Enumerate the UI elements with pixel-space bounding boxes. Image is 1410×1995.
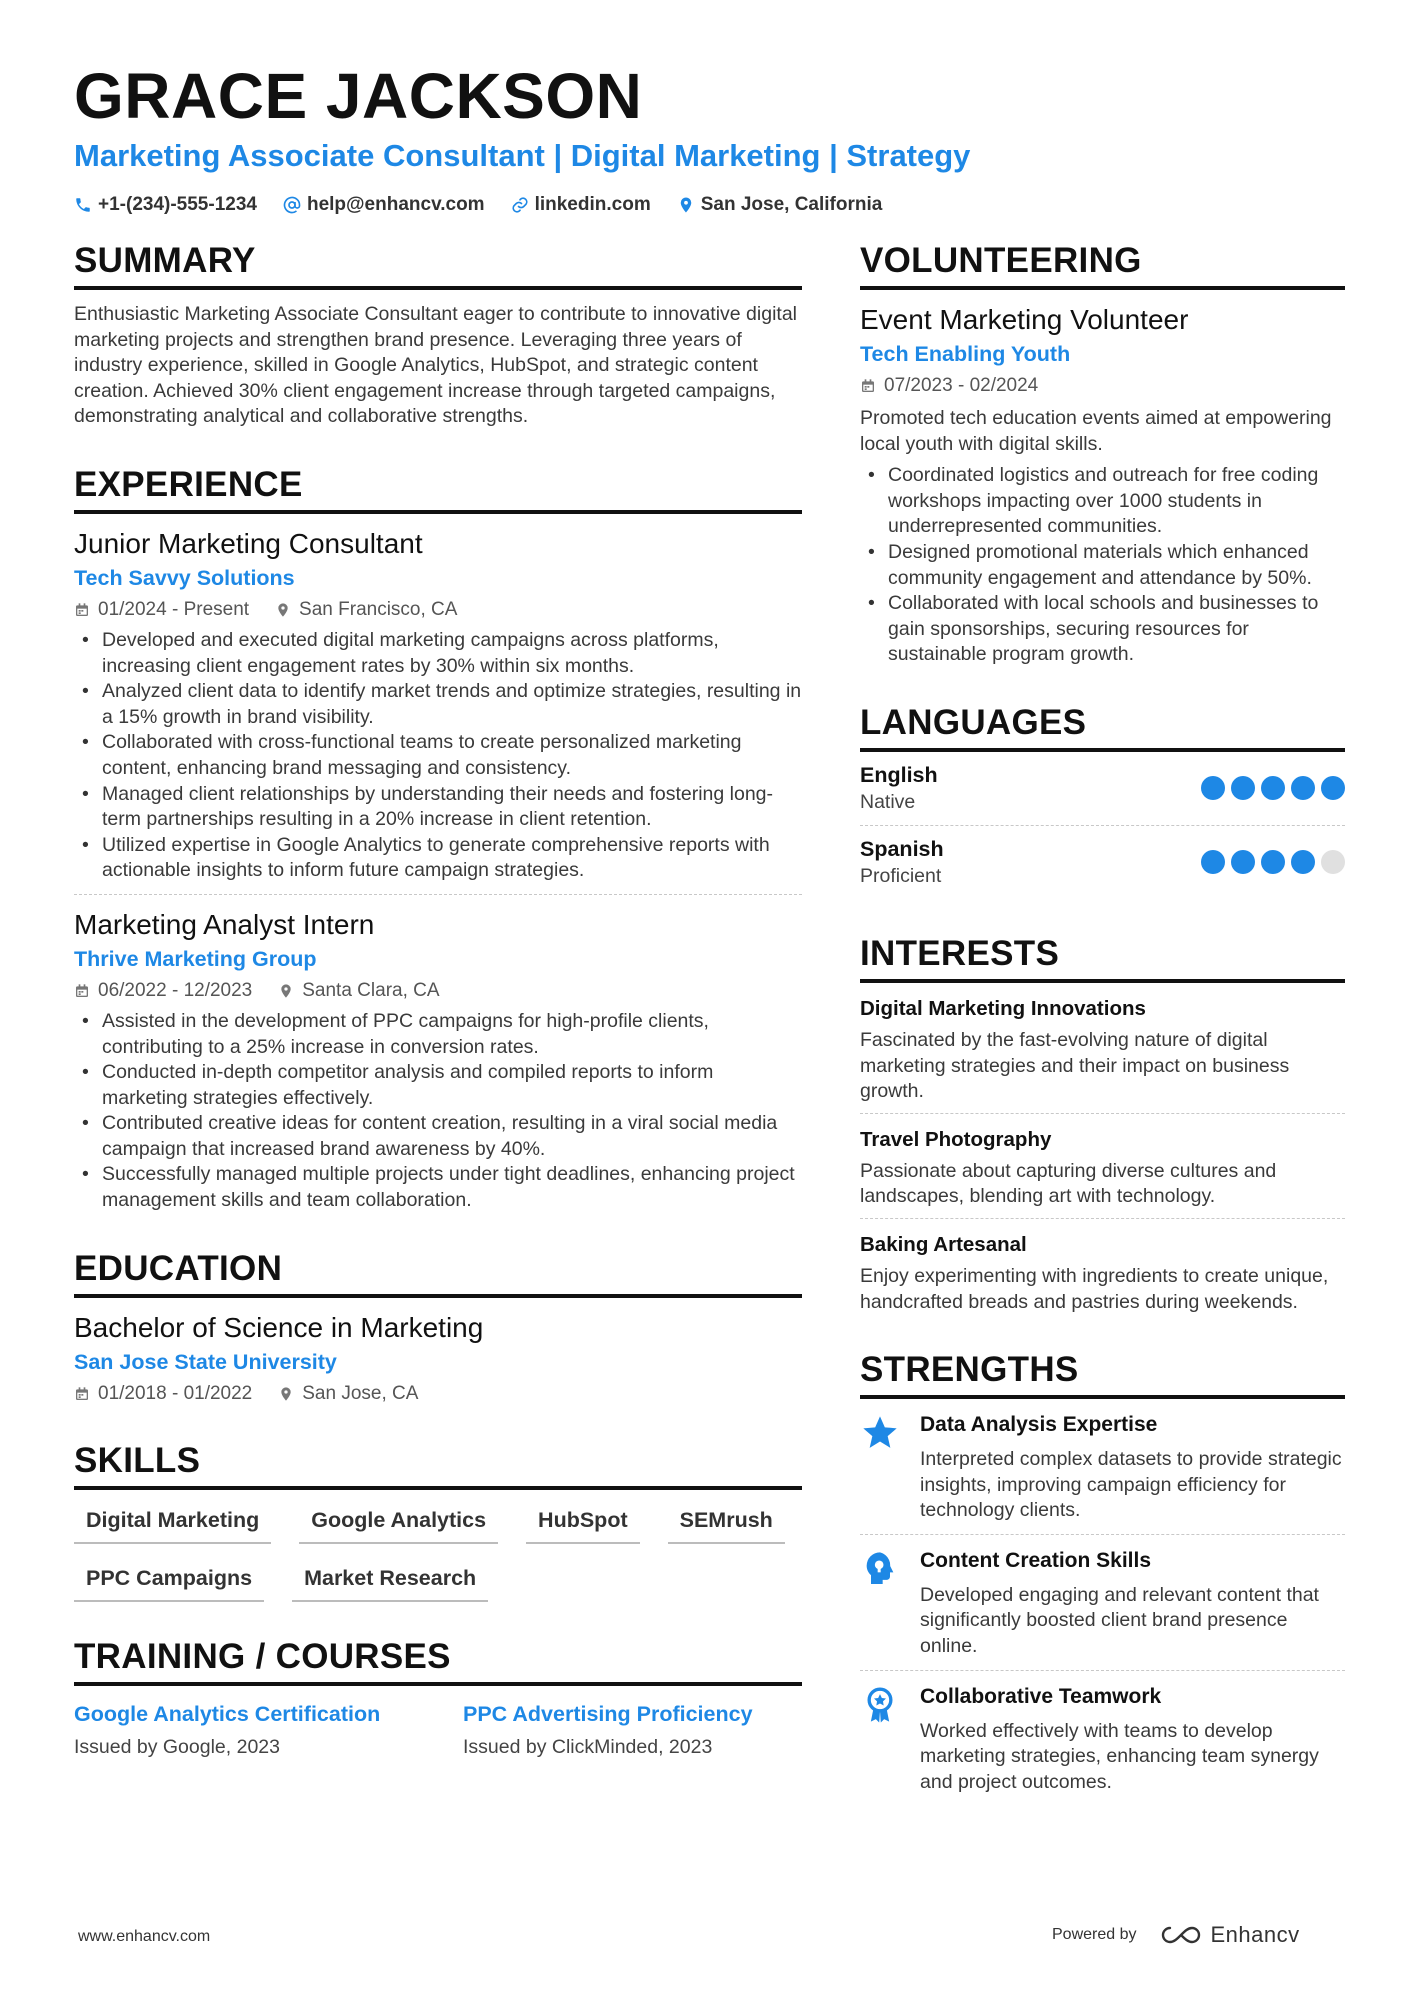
experience-section [74, 464, 802, 1214]
language-name: Spanish [860, 836, 944, 861]
education-location [278, 1382, 418, 1406]
volunteer-meta [860, 374, 1345, 398]
course-item [463, 1700, 802, 1760]
strength-item [860, 1547, 1345, 1671]
interest-title: Baking Artesanal [860, 1232, 1027, 1256]
language-level: Proficient [860, 864, 942, 887]
rating-dot-filled [1261, 776, 1285, 800]
contact-bar [74, 194, 1344, 216]
skills-section [74, 1440, 802, 1602]
infinity-logo-icon [1159, 1924, 1203, 1946]
location-text: Santa Clara, CA [302, 979, 440, 1001]
brand-logo[interactable] [1159, 1922, 1300, 1948]
head-idea-icon [860, 1547, 904, 1660]
strength-title: Content Creation Skills [920, 1548, 1152, 1572]
bullet-item: • Assisted in the development of PPC campaigns for high-profile clients, contributing to a 25% increase in conversion rates. [74, 1009, 802, 1060]
interest-item [860, 995, 1345, 1114]
location-pin-icon [677, 196, 695, 214]
calendar-icon [74, 983, 90, 999]
job-bullets [74, 1009, 802, 1214]
language-level: Native [860, 790, 916, 813]
brand-name: Enhancv [1210, 1922, 1300, 1947]
calendar-icon [74, 1386, 90, 1402]
education-meta [74, 1382, 802, 1406]
languages-section [860, 702, 1345, 899]
strength-item [860, 1411, 1345, 1535]
bullet-item: • Analyzed client data to identify market trends and optimize strategies, resulting in a 15% growth in brand visibility. [74, 679, 802, 730]
star-icon [860, 1411, 904, 1524]
strength-item [860, 1683, 1345, 1796]
email-text: help@enhancv.com [306, 194, 485, 215]
location-pin-icon [278, 1386, 294, 1402]
contact-linkedin[interactable] [511, 194, 651, 216]
calendar-icon [860, 378, 876, 394]
rating-dot-filled [1291, 776, 1315, 800]
strength-title: Collaborative Teamwork [920, 1684, 1162, 1708]
dates-text: 01/2018 - 01/2022 [98, 1382, 253, 1404]
job-location [278, 979, 439, 1003]
section-title: VOLUNTEERING [860, 240, 1345, 290]
rating-dot-filled [1291, 850, 1315, 874]
section-title: SUMMARY [74, 240, 802, 290]
skill-tag: SEMrush [668, 1504, 785, 1544]
bullet-item: • Successfully managed multiple projects under tight deadlines, enhancing project management skills and team collaboration. [74, 1162, 802, 1213]
course-issuer: Issued by Google, 2023 [74, 1735, 280, 1758]
bullet-item: • Coordinated logistics and outreach for free coding workshops impacting over 1000 students in underrepresented communities. [860, 463, 1345, 540]
language-rating [1201, 776, 1345, 800]
interest-description: Passionate about capturing diverse cultures and landscapes, blending art with technology. [860, 1159, 1277, 1208]
bullet-item: • Designed promotional materials which enhanced community engagement and attendance by 50%. [860, 540, 1345, 591]
contact-phone[interactable] [74, 194, 257, 216]
left-column [74, 240, 802, 1794]
courses-list [74, 1700, 802, 1760]
job-location [275, 598, 457, 622]
dates-text: 07/2023 - 02/2024 [884, 375, 1039, 396]
interest-title: Travel Photography [860, 1127, 1052, 1151]
linkedin-text: linkedin.com [534, 194, 651, 215]
candidate-name: GRACE JACKSON [74, 60, 643, 132]
language-item [860, 752, 1345, 826]
bullet-item: • Utilized expertise in Google Analytics to generate comprehensive reports with actionable insights to inform future campaign strategies. [74, 833, 802, 884]
language-item [860, 826, 1345, 899]
contact-email[interactable] [283, 194, 485, 216]
strength-description: Interpreted complex datasets to provide strategic insights, improving campaign efficiency for technology clients. [920, 1448, 1342, 1522]
interest-item [860, 1126, 1345, 1219]
school-name[interactable]: San Jose State University [74, 1349, 337, 1374]
location-pin-icon [275, 602, 291, 618]
summary-section [74, 240, 802, 430]
rating-dot-filled [1231, 776, 1255, 800]
skill-tag: Market Research [292, 1562, 488, 1602]
location-pin-icon [278, 983, 294, 999]
language-name: English [860, 762, 938, 787]
skill-tag: Digital Marketing [74, 1504, 271, 1544]
section-title: EXPERIENCE [74, 464, 802, 514]
volunteer-description: Promoted tech education events aimed at empowering local youth with digital skills. [860, 407, 1332, 455]
bullet-item: • Developed and executed digital marketing campaigns across platforms, increasing client engagement rates by 30% within six months. [74, 628, 802, 679]
course-item [74, 1700, 413, 1760]
education-dates [74, 1382, 252, 1406]
strength-description: Worked effectively with teams to develop marketing strategies, enhancing team synergy and project outcomes. [920, 1719, 1319, 1793]
bullet-item: • Managed client relationships by understanding their needs and fostering long-term partnerships resulting in a 20% increase in client retention. [74, 782, 802, 833]
course-name[interactable]: Google Analytics Certification [74, 1701, 381, 1726]
rating-dot-filled [1321, 776, 1345, 800]
section-title: SKILLS [74, 1440, 802, 1490]
skills-list [74, 1504, 802, 1602]
location-text: San Jose, CA [302, 1382, 419, 1404]
interest-item [860, 1231, 1345, 1315]
bullet-item: • Conducted in-depth competitor analysis and compiled reports to inform marketing strategies effectively. [74, 1060, 802, 1111]
candidate-title: Marketing Associate Consultant | Digital Marketing | Strategy [74, 138, 971, 173]
job-dates [74, 598, 249, 622]
location-text: San Jose, California [700, 194, 883, 215]
volunteering-section [860, 240, 1345, 668]
phone-text: +1-(234)-555-1234 [98, 194, 257, 215]
volunteer-bullets [860, 463, 1345, 668]
calendar-icon [74, 602, 90, 618]
skill-tag: HubSpot [526, 1504, 640, 1544]
bullet-item: • Collaborated with local schools and businesses to gain sponsorships, securing resources for sustainable program growth. [860, 591, 1345, 668]
summary-text: Enthusiastic Marketing Associate Consultant eager to contribute to innovative digital marketing projects and strengthen brand presence. Leveraging three years of industry experience, skilled in Google Analytics, HubSpot, and strategic content creation. Achieved 30% client engagement increase through targeted campaigns, demonstrating analytical and collaborative strengths. [74, 303, 797, 428]
experience-entry [74, 907, 802, 1214]
course-issuer: Issued by ClickMinded, 2023 [463, 1735, 713, 1758]
course-name[interactable]: PPC Advertising Proficiency [463, 1701, 753, 1726]
strengths-section [860, 1349, 1345, 1795]
section-title: TRAINING / COURSES [74, 1636, 802, 1686]
interest-description: Enjoy experimenting with ingredients to create unique, handcrafted breads and pastries during weekends. [860, 1264, 1329, 1313]
rating-dot-empty [1321, 850, 1345, 874]
degree-title: Bachelor of Science in Marketing [74, 1311, 484, 1343]
dates-text: 06/2022 - 12/2023 [98, 979, 253, 1001]
job-meta [74, 598, 802, 622]
link-icon [511, 196, 529, 214]
section-title: STRENGTHS [860, 1349, 1345, 1399]
section-title: INTERESTS [860, 933, 1345, 983]
volunteer-org[interactable]: Tech Enabling Youth [860, 342, 1071, 366]
strength-title: Data Analysis Expertise [920, 1413, 1158, 1437]
powered-by-text: Powered by [1052, 1926, 1137, 1943]
right-column [860, 240, 1345, 1829]
resume-header [74, 58, 1344, 216]
job-role: Marketing Analyst Intern [74, 908, 375, 940]
contact-location [677, 194, 883, 216]
job-company[interactable]: Tech Savvy Solutions [74, 565, 295, 590]
volunteer-dates [860, 374, 1038, 398]
job-bullets [74, 628, 802, 884]
education-section [74, 1248, 802, 1406]
rating-dot-filled [1231, 850, 1255, 874]
phone-icon [74, 196, 92, 214]
job-company[interactable]: Thrive Marketing Group [74, 946, 317, 971]
job-dates [74, 979, 252, 1003]
at-sign-icon [283, 196, 301, 214]
location-text: San Francisco, CA [299, 598, 458, 620]
job-meta [74, 979, 802, 1003]
rating-dot-filled [1201, 850, 1225, 874]
bullet-item: • Contributed creative ideas for content creation, resulting in a viral social media campaign that increased brand awareness by 40%. [74, 1111, 802, 1162]
entry-divider [74, 894, 802, 895]
footer-website[interactable]: www.enhancv.com [78, 1928, 211, 1945]
volunteer-role: Event Marketing Volunteer [860, 304, 1189, 335]
skill-tag: PPC Campaigns [74, 1562, 264, 1602]
skill-tag: Google Analytics [299, 1504, 498, 1544]
award-ribbon-icon [860, 1683, 904, 1796]
strength-description: Developed engaging and relevant content that significantly boosted client brand presence online. [920, 1583, 1319, 1658]
rating-dot-filled [1201, 776, 1225, 800]
interest-description: Fascinated by the fast-evolving nature of digital marketing strategies and their impact on business growth. [860, 1028, 1290, 1103]
experience-entry [74, 526, 802, 895]
rating-dot-filled [1261, 850, 1285, 874]
interest-title: Digital Marketing Innovations [860, 996, 1146, 1020]
dates-text: 01/2024 - Present [98, 598, 250, 620]
language-rating [1201, 850, 1345, 874]
training-section [74, 1636, 802, 1760]
section-title: EDUCATION [74, 1248, 802, 1298]
interests-section [860, 933, 1345, 1315]
bullet-item: • Collaborated with cross-functional teams to create personalized marketing content, enhancing brand messaging and consistency. [74, 730, 802, 781]
footer-branding [1052, 1922, 1300, 1948]
section-title: LANGUAGES [860, 702, 1345, 752]
job-role: Junior Marketing Consultant [74, 527, 423, 559]
